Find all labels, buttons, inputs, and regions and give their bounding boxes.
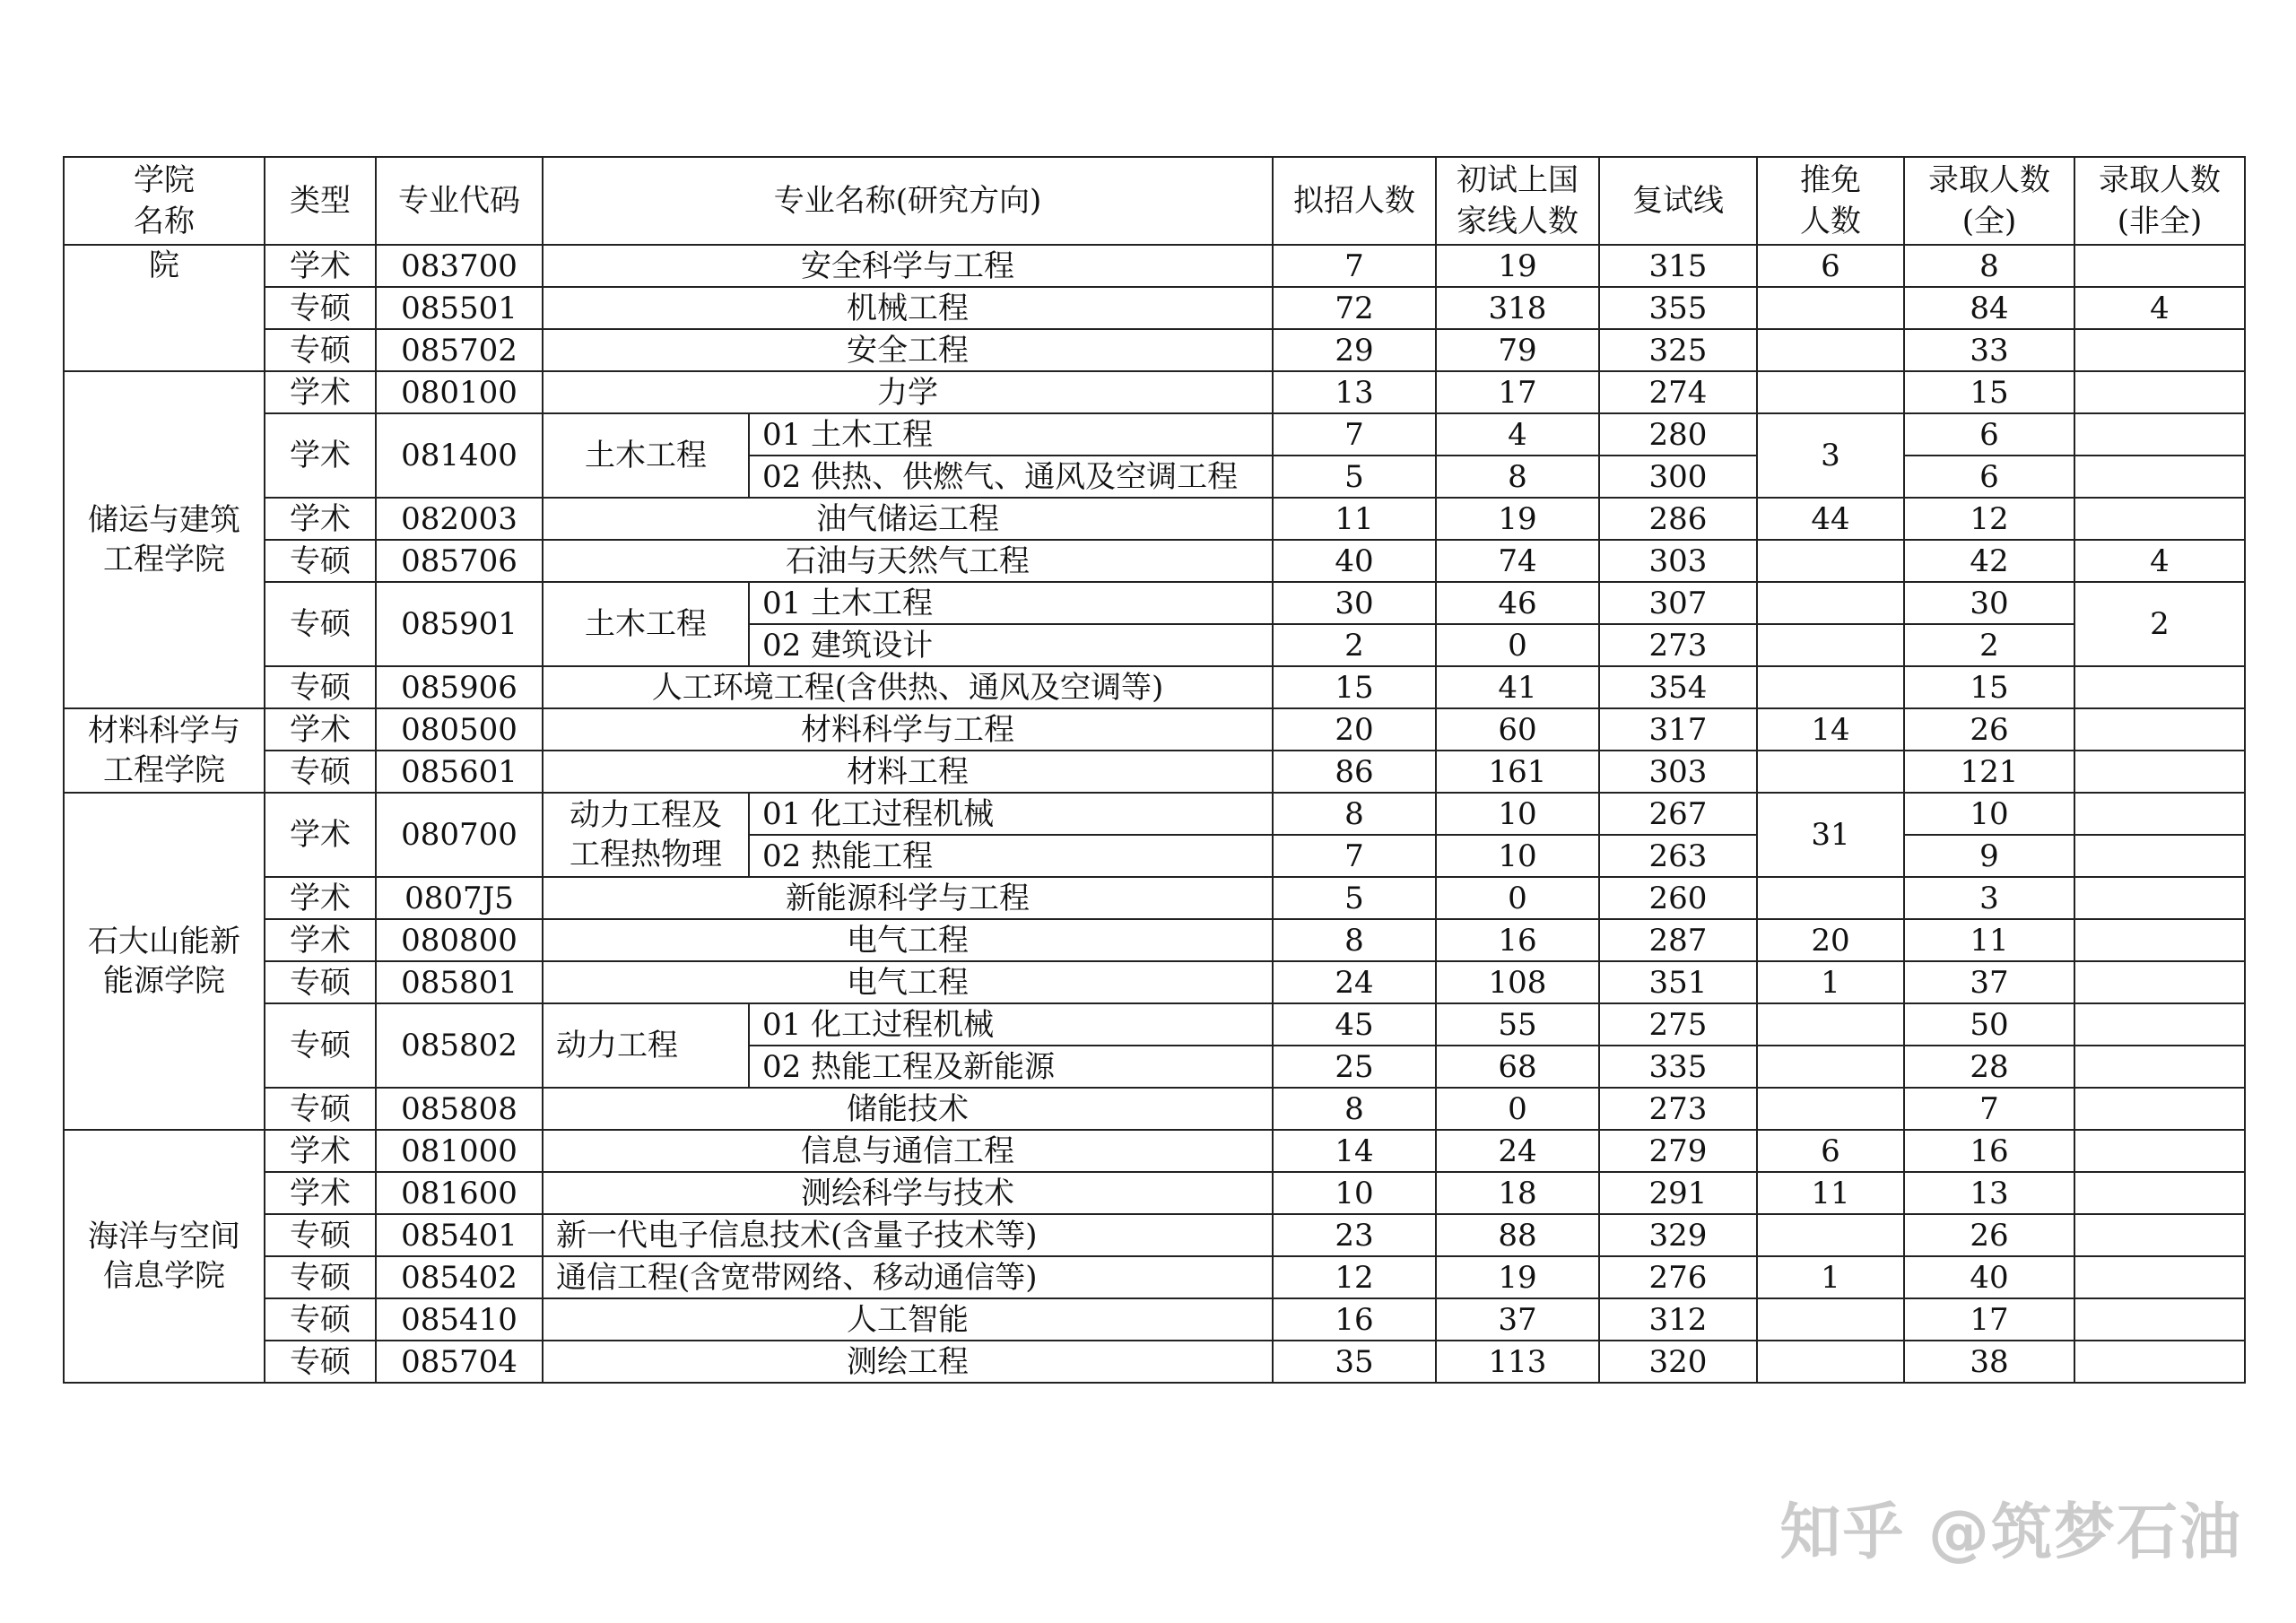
part-cell [2074,877,2245,919]
line-cell: 325 [1599,329,1757,371]
full-cell: 6 [1904,456,2074,498]
table-row [64,1298,2245,1341]
passed-cell: 18 [1436,1172,1599,1214]
header-plan: 拟招人数 [1273,157,1436,245]
table-row [64,666,2245,708]
plan-cell: 29 [1273,329,1436,371]
full-cell: 26 [1904,708,2074,751]
header-type: 类型 [265,157,376,245]
table-row [64,1341,2245,1383]
full-cell: 7 [1904,1088,2074,1130]
line-cell: 291 [1599,1172,1757,1214]
full-cell: 2 [1904,624,2074,666]
rec-cell: 6 [1757,1130,1904,1172]
part-cell [2074,498,2245,540]
full-cell: 40 [1904,1256,2074,1298]
part-cell [2074,751,2245,793]
rec-cell: 3 [1757,413,1904,498]
type-cell: 专硕 [265,1298,376,1341]
rec-cell [1757,540,1904,582]
type-cell: 学术 [265,919,376,961]
plan-cell: 8 [1273,1088,1436,1130]
full-cell: 37 [1904,961,2074,1003]
passed-cell: 161 [1436,751,1599,793]
part-cell [2074,413,2245,456]
major-cell: 安全工程 [543,329,1273,371]
line-cell: 263 [1599,835,1757,877]
plan-cell: 24 [1273,961,1436,1003]
type-cell: 学术 [265,708,376,751]
passed-cell: 8 [1436,456,1599,498]
code-cell: 085706 [376,540,543,582]
plan-cell: 20 [1273,708,1436,751]
code-cell: 085801 [376,961,543,1003]
part-cell [2074,371,2245,413]
part-cell [2074,1130,2245,1172]
line-cell: 303 [1599,540,1757,582]
line-cell: 275 [1599,1003,1757,1046]
passed-cell: 0 [1436,1088,1599,1130]
line-cell: 303 [1599,751,1757,793]
table-row [64,329,2245,371]
type-cell: 专硕 [265,1341,376,1383]
plan-cell: 40 [1273,540,1436,582]
full-cell: 15 [1904,371,2074,413]
rec-cell [1757,329,1904,371]
type-cell: 专硕 [265,751,376,793]
table-row [64,245,2245,287]
part-cell: 2 [2074,582,2245,666]
code-cell: 085402 [376,1256,543,1298]
full-cell: 9 [1904,835,2074,877]
line-cell: 354 [1599,666,1757,708]
type-cell: 专硕 [265,540,376,582]
plan-cell: 2 [1273,624,1436,666]
type-cell: 专硕 [265,1088,376,1130]
table-row [64,919,2245,961]
type-cell: 学术 [265,877,376,919]
code-cell: 080800 [376,919,543,961]
table-row [64,961,2245,1003]
line-cell: 260 [1599,877,1757,919]
line-cell: 312 [1599,1298,1757,1341]
full-cell: 121 [1904,751,2074,793]
rec-cell [1757,1003,1904,1046]
code-cell: 085906 [376,666,543,708]
direction-cell: 01 化工过程机械 [749,793,1273,835]
line-cell: 273 [1599,1088,1757,1130]
plan-cell: 15 [1273,666,1436,708]
line-cell: 280 [1599,413,1757,456]
full-cell: 13 [1904,1172,2074,1214]
line-cell: 335 [1599,1046,1757,1088]
type-cell: 专硕 [265,329,376,371]
table-row [64,1256,2245,1298]
plan-cell: 5 [1273,456,1436,498]
code-cell: 085901 [376,582,543,666]
college-cell: 海洋与空间 信息学院 [64,1130,265,1383]
code-cell: 081000 [376,1130,543,1172]
major-cell: 安全科学与工程 [543,245,1273,287]
table-row [64,287,2245,329]
direction-cell: 02 供热、供燃气、通风及空调工程 [749,456,1273,498]
table-row [64,498,2245,540]
code-cell: 081600 [376,1172,543,1214]
line-cell: 317 [1599,708,1757,751]
part-cell [2074,456,2245,498]
plan-cell: 10 [1273,1172,1436,1214]
type-cell: 专硕 [265,1256,376,1298]
passed-cell: 318 [1436,287,1599,329]
full-cell: 42 [1904,540,2074,582]
type-cell: 学术 [265,1172,376,1214]
major-cell: 储能技术 [543,1088,1273,1130]
major-cell: 材料工程 [543,751,1273,793]
full-cell: 38 [1904,1341,2074,1383]
passed-cell: 16 [1436,919,1599,961]
plan-cell: 11 [1273,498,1436,540]
header-admit-part: 录取人数 (非全) [2074,157,2245,245]
header-retest-line: 复试线 [1599,157,1757,245]
rec-cell: 20 [1757,919,1904,961]
major-cell: 力学 [543,371,1273,413]
passed-cell: 4 [1436,413,1599,456]
code-cell: 082003 [376,498,543,540]
passed-cell: 10 [1436,793,1599,835]
part-cell [2074,1256,2245,1298]
header-passed: 初试上国 家线人数 [1436,157,1599,245]
line-cell: 286 [1599,498,1757,540]
code-cell: 085808 [376,1088,543,1130]
part-cell: 4 [2074,540,2245,582]
major-cell: 人工环境工程(含供热、通风及空调等) [543,666,1273,708]
rec-cell: 1 [1757,1256,1904,1298]
code-cell: 085501 [376,287,543,329]
full-cell: 16 [1904,1130,2074,1172]
passed-cell: 10 [1436,835,1599,877]
table-row [64,877,2245,919]
plan-cell: 12 [1273,1256,1436,1298]
full-cell: 10 [1904,793,2074,835]
major-cell: 新一代电子信息技术(含量子技术等) [543,1214,1273,1256]
full-cell: 11 [1904,919,2074,961]
full-cell: 50 [1904,1003,2074,1046]
part-cell [2074,1172,2245,1214]
passed-cell: 0 [1436,877,1599,919]
code-cell: 085802 [376,1003,543,1088]
major-cell: 材料科学与工程 [543,708,1273,751]
code-cell: 085702 [376,329,543,371]
rec-cell: 1 [1757,961,1904,1003]
college-cell: 材料科学与 工程学院 [64,708,265,793]
major-cell: 电气工程 [543,961,1273,1003]
line-cell: 300 [1599,456,1757,498]
table-row [64,1214,2245,1256]
code-cell: 085704 [376,1341,543,1383]
part-cell [2074,961,2245,1003]
rec-cell [1757,1046,1904,1088]
major-cell: 信息与通信工程 [543,1130,1273,1172]
direction-cell: 01 化工过程机械 [749,1003,1273,1046]
plan-cell: 30 [1273,582,1436,624]
plan-cell: 16 [1273,1298,1436,1341]
code-cell: 081400 [376,413,543,498]
full-cell: 28 [1904,1046,2074,1088]
line-cell: 320 [1599,1341,1757,1383]
table-row [64,1172,2245,1214]
rec-cell: 11 [1757,1172,1904,1214]
passed-cell: 37 [1436,1298,1599,1341]
watermark-text: 知乎 @筑梦石油 [1779,1497,2242,1568]
passed-cell: 74 [1436,540,1599,582]
major-cell: 油气储运工程 [543,498,1273,540]
rec-cell [1757,582,1904,624]
header-row [64,157,2245,245]
plan-cell: 8 [1273,919,1436,961]
major-cell: 动力工程及 工程热物理 [543,793,749,877]
direction-cell: 01 土木工程 [749,582,1273,624]
code-cell: 0807J5 [376,877,543,919]
part-cell [2074,919,2245,961]
rec-cell [1757,1088,1904,1130]
header-admit-full: 录取人数 (全) [1904,157,2074,245]
plan-cell: 13 [1273,371,1436,413]
table-row [64,751,2245,793]
part-cell [2074,1003,2245,1046]
header-major: 专业名称(研究方向) [543,157,1273,245]
full-cell: 26 [1904,1214,2074,1256]
full-cell: 12 [1904,498,2074,540]
rec-cell [1757,371,1904,413]
code-cell: 080700 [376,793,543,877]
passed-cell: 68 [1436,1046,1599,1088]
code-cell: 085601 [376,751,543,793]
table-row [64,1088,2245,1130]
rec-cell [1757,877,1904,919]
plan-cell: 7 [1273,245,1436,287]
type-cell: 专硕 [265,582,376,666]
college-cell: 院 [64,245,265,371]
full-cell: 8 [1904,245,2074,287]
plan-cell: 8 [1273,793,1436,835]
part-cell [2074,1214,2245,1256]
table-row [64,540,2245,582]
rec-cell [1757,624,1904,666]
line-cell: 274 [1599,371,1757,413]
full-cell: 17 [1904,1298,2074,1341]
table-row [64,1003,2245,1046]
type-cell: 专硕 [265,666,376,708]
passed-cell: 19 [1436,1256,1599,1298]
type-cell: 学术 [265,413,376,498]
part-cell [2074,1088,2245,1130]
plan-cell: 45 [1273,1003,1436,1046]
full-cell: 33 [1904,329,2074,371]
college-cell: 储运与建筑 工程学院 [64,371,265,708]
major-cell: 新能源科学与工程 [543,877,1273,919]
passed-cell: 24 [1436,1130,1599,1172]
part-cell [2074,1298,2245,1341]
line-cell: 276 [1599,1256,1757,1298]
passed-cell: 17 [1436,371,1599,413]
table-row [64,371,2245,413]
plan-cell: 25 [1273,1046,1436,1088]
part-cell: 4 [2074,287,2245,329]
passed-cell: 19 [1436,245,1599,287]
part-cell [2074,793,2245,835]
rec-cell [1757,1341,1904,1383]
line-cell: 287 [1599,919,1757,961]
rec-cell [1757,287,1904,329]
full-cell: 30 [1904,582,2074,624]
full-cell: 15 [1904,666,2074,708]
major-cell: 石油与天然气工程 [543,540,1273,582]
rec-cell [1757,1298,1904,1341]
passed-cell: 60 [1436,708,1599,751]
type-cell: 专硕 [265,1214,376,1256]
type-cell: 学术 [265,371,376,413]
direction-cell: 02 建筑设计 [749,624,1273,666]
part-cell [2074,835,2245,877]
admissions-table [63,156,2246,1384]
major-cell: 土木工程 [543,413,749,498]
major-cell: 电气工程 [543,919,1273,961]
full-cell: 3 [1904,877,2074,919]
code-cell: 080500 [376,708,543,751]
rec-cell [1757,751,1904,793]
header-college: 学院 名称 [64,157,265,245]
type-cell: 学术 [265,245,376,287]
major-cell: 人工智能 [543,1298,1273,1341]
type-cell: 专硕 [265,1003,376,1088]
passed-cell: 113 [1436,1341,1599,1383]
rec-cell: 31 [1757,793,1904,877]
line-cell: 273 [1599,624,1757,666]
plan-cell: 7 [1273,413,1436,456]
table-row [64,793,2245,835]
part-cell [2074,708,2245,751]
full-cell: 84 [1904,287,2074,329]
table-row [64,708,2245,751]
major-cell: 动力工程 [543,1003,749,1088]
line-cell: 351 [1599,961,1757,1003]
line-cell: 307 [1599,582,1757,624]
passed-cell: 19 [1436,498,1599,540]
type-cell: 专硕 [265,287,376,329]
major-cell: 通信工程(含宽带网络、移动通信等) [543,1256,1273,1298]
passed-cell: 46 [1436,582,1599,624]
passed-cell: 79 [1436,329,1599,371]
college-cell: 石大山能新 能源学院 [64,793,265,1130]
part-cell [2074,245,2245,287]
direction-cell: 01 土木工程 [749,413,1273,456]
admissions-table-wrapper [63,156,2244,1384]
major-cell: 土木工程 [543,582,749,666]
passed-cell: 108 [1436,961,1599,1003]
plan-cell: 14 [1273,1130,1436,1172]
plan-cell: 86 [1273,751,1436,793]
part-cell [2074,666,2245,708]
rec-cell: 14 [1757,708,1904,751]
passed-cell: 0 [1436,624,1599,666]
plan-cell: 23 [1273,1214,1436,1256]
plan-cell: 5 [1273,877,1436,919]
line-cell: 329 [1599,1214,1757,1256]
passed-cell: 41 [1436,666,1599,708]
table-row [64,1130,2245,1172]
major-cell: 测绘工程 [543,1341,1273,1383]
line-cell: 355 [1599,287,1757,329]
type-cell: 专硕 [265,961,376,1003]
code-cell: 083700 [376,245,543,287]
line-cell: 267 [1599,793,1757,835]
major-cell: 机械工程 [543,287,1273,329]
plan-cell: 72 [1273,287,1436,329]
passed-cell: 88 [1436,1214,1599,1256]
table-row [64,413,2245,456]
plan-cell: 7 [1273,835,1436,877]
passed-cell: 55 [1436,1003,1599,1046]
rec-cell: 44 [1757,498,1904,540]
type-cell: 学术 [265,793,376,877]
direction-cell: 02 热能工程 [749,835,1273,877]
part-cell [2074,329,2245,371]
type-cell: 学术 [265,1130,376,1172]
code-cell: 080100 [376,371,543,413]
rec-cell [1757,666,1904,708]
full-cell: 6 [1904,413,2074,456]
line-cell: 315 [1599,245,1757,287]
major-cell: 测绘科学与技术 [543,1172,1273,1214]
type-cell: 学术 [265,498,376,540]
rec-cell: 6 [1757,245,1904,287]
line-cell: 279 [1599,1130,1757,1172]
part-cell [2074,1046,2245,1088]
part-cell [2074,1341,2245,1383]
direction-cell: 02 热能工程及新能源 [749,1046,1273,1088]
code-cell: 085410 [376,1298,543,1341]
code-cell: 085401 [376,1214,543,1256]
header-code: 专业代码 [376,157,543,245]
plan-cell: 35 [1273,1341,1436,1383]
header-recommended: 推免 人数 [1757,157,1904,245]
rec-cell [1757,1214,1904,1256]
table-row [64,582,2245,624]
